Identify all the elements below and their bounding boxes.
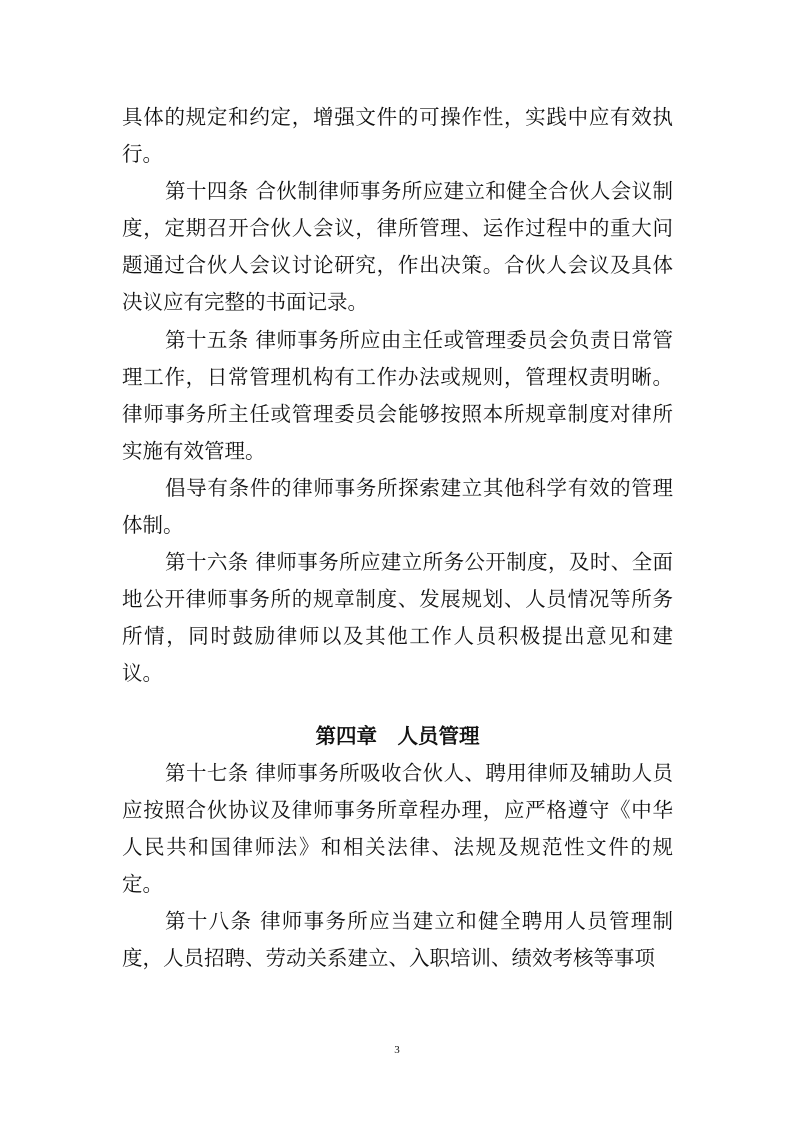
paragraph-article-15-addendum: 倡导有条件的律师事务所探索建立其他科学有效的管理体制。 bbox=[122, 475, 673, 538]
paragraph-article-15: 第十五条 律师事务所应由主任或管理委员会负责日常管理工作，日常管理机构有工作办法或规则，管理权责明晰。律师事务所主任或管理委员会能够按照本所规章制度对律所实施有效管理。 bbox=[122, 327, 673, 463]
paragraph-article-18: 第十八条 律师事务所应当建立和健全聘用人员管理制度，人员招聘、劳动关系建立、入职培训、绩效考核等事项 bbox=[122, 908, 673, 970]
paragraph-intro-continuation: 具体的规定和约定，增强文件的可操作性，实践中应有效执行。 bbox=[122, 105, 673, 167]
document-body bbox=[122, 99, 673, 977]
chapter-heading: 第四章 人员管理 bbox=[315, 723, 480, 748]
paragraph-article-17: 第十七条 律师事务所吸收合伙人、聘用律师及辅助人员应按照合伙协议及律师事务所章程办理，应严格遵守《中华人民共和国律师法》和相关法律、法规及规范性文件的规定。 bbox=[122, 760, 673, 896]
paragraph-article-14: 第十四条 合伙制律师事务所应建立和健全合伙人会议制度，定期召开合伙人会议，律所管理、运作过程中的重大问题通过合伙人会议讨论研究，作出决策。合伙人会议及具体决议应有完整的书面记录。 bbox=[122, 179, 673, 315]
paragraph-article-16: 第十六条 律师事务所应建立所务公开制度，及时、全面地公开律师事务所的规章制度、发展规划、人员情况等所务所情，同时鼓励律师以及其他工作人员积极提出意见和建议。 bbox=[122, 550, 673, 686]
page-number: 3 bbox=[394, 1044, 400, 1056]
